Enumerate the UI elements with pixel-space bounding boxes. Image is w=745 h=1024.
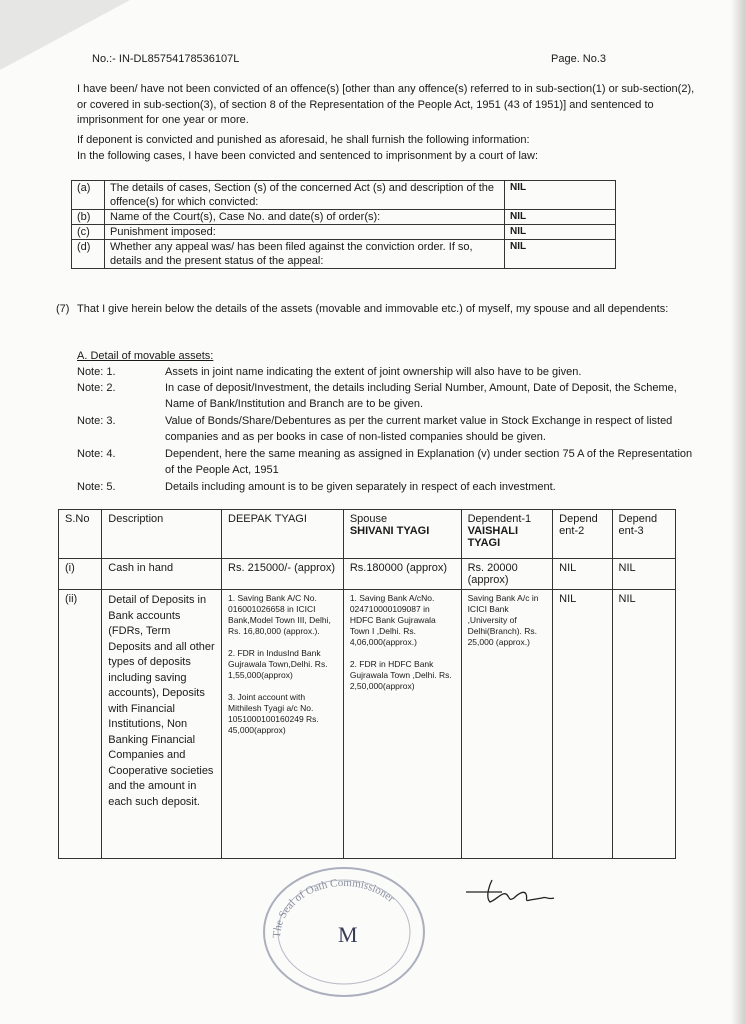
row-value: NIL — [505, 240, 616, 269]
row-text: The details of cases, Section (s) of the concerned Act (s) and description of the offence(s) for which convicted: — [105, 181, 505, 210]
row-text: Name of the Court(s), Case No. and date(s) of order(s): — [105, 210, 505, 225]
dependent-1-cash: Rs. 20000 (approx) — [461, 559, 553, 590]
note-5 — [77, 480, 697, 496]
row-description: Detail of Deposits in Bank accounts (FDRs, Term Deposits and all other types of deposits including saving accounts), Deposits with Financial Institutions, Non Banking Financial Companies and Cooperative societies and the amount in each such deposit. — [102, 590, 222, 859]
spouse-cash: Rs.180000 (approx) — [343, 559, 461, 590]
note-label: Note: 5. — [77, 481, 116, 493]
row-value: NIL — [505, 181, 616, 210]
deposit-entry: 2. FDR in IndusInd Bank Gujrawala Town,Delhi. Rs. 1,55,000(approx) — [228, 648, 328, 680]
table-row — [59, 559, 676, 590]
deposit-entry: 1. Saving Bank A/cNo. 024710000109087 in HDFC Bank Gujrawala Town I ,Delhi. Rs. 4,06,000(approx.) — [349, 593, 436, 647]
col-description: Description — [102, 510, 222, 559]
spouse-label: Spouse — [349, 513, 388, 525]
row-sno: (ii) — [59, 590, 102, 859]
table-row — [59, 590, 676, 859]
col-dependent-3: Depend ent-3 — [612, 510, 675, 559]
col-self: DEEPAK TYAGI — [222, 510, 344, 559]
dependent-1-label: Dependent-1 — [467, 513, 532, 525]
seal-text: The Seal of Oath Commissioner — [270, 876, 397, 939]
dependent-1-name: VAISHALI TYAGI — [467, 525, 519, 549]
table-row — [72, 181, 616, 210]
table-row — [72, 240, 616, 269]
dependent-1-deposits — [461, 590, 553, 859]
row-key: (c) — [72, 225, 105, 240]
note-label: Note: 3. — [77, 415, 116, 427]
note-3 — [77, 414, 697, 445]
note-label: Note: 1. — [77, 366, 116, 378]
note-text: Value of Bonds/Share/Debentures as per the current market value in Stock Exchange in respect of listed companies and as per books in case of non-listed companies should be given. — [165, 415, 673, 443]
dependent-2-cash: NIL — [553, 559, 612, 590]
row-text: Punishment imposed: — [105, 225, 505, 240]
page-number: Page. No.3 — [551, 53, 607, 65]
seal-initial: M — [338, 922, 358, 947]
note-4 — [77, 447, 697, 478]
note-1 — [77, 365, 697, 381]
note-text: In case of deposit/Investment, the details including Serial Number, Amount, Date of Deposit, the Scheme, Name of Bank/Institution and Branch are to be given. — [165, 382, 677, 410]
table-row — [72, 225, 616, 240]
dependent-3-cash: NIL — [612, 559, 675, 590]
table-header-row — [59, 510, 676, 559]
intro-paragraph: I have been/ have not been convicted of an offence(s) [other than any offence(s) referred to in sub-section(1) or sub-section(2), or covered in sub-section(3), of section 8 of the Representation of the People Act, 1951 (43 of 1951)] and sentenced to imprisonment for one year or more. — [77, 83, 695, 126]
row-value: NIL — [505, 225, 616, 240]
note-text: Dependent, here the same meaning as assigned in Explanation (v) under section 75 A of the Representation of the People Act, 1951 — [165, 448, 693, 476]
row-key: (b) — [72, 210, 105, 225]
spouse-deposits — [343, 590, 461, 859]
deposit-entry: 1. Saving Bank A/C No. 016001026658 in ICICI Bank,Model Town III, Delhi, Rs. 16,80,000 (approx.). — [228, 593, 331, 636]
section-number: (7) — [56, 303, 70, 315]
note-2 — [77, 381, 697, 412]
assets-table — [58, 509, 676, 859]
col-sno: S.No — [59, 510, 102, 559]
section-7 — [56, 302, 696, 318]
movable-assets-heading: A. Detail of movable assets: — [77, 350, 214, 362]
spouse-name: SHIVANI TYAGI — [349, 525, 430, 537]
note-text: Assets in joint name indicating the extent of joint ownership will also have to be given. — [165, 366, 582, 378]
deposit-entry: 2. FDR in HDFC Bank Gujrawala Town ,Delhi. Rs. 2,50,000(approx) — [349, 659, 452, 691]
reference-number: No.:- IN-DL85754178536107L — [92, 53, 240, 65]
self-cash: Rs. 215000/- (approx) — [222, 559, 344, 590]
row-sno: (i) — [59, 559, 102, 590]
col-dependent-1 — [461, 510, 553, 559]
oath-commissioner-seal — [258, 860, 430, 1000]
dependent-3-deposits: NIL — [612, 590, 675, 859]
row-key: (d) — [72, 240, 105, 269]
row-key: (a) — [72, 181, 105, 210]
intro-line-2: If deponent is convicted and punished as aforesaid, he shall furnish the following information: — [77, 134, 530, 146]
dependent-2-deposits: NIL — [553, 590, 612, 859]
signature — [462, 872, 572, 912]
row-value: NIL — [505, 210, 616, 225]
col-spouse — [343, 510, 461, 559]
intro-line-3: In the following cases, I have been convicted and sentenced to imprisonment by a court of law: — [77, 150, 539, 162]
table-row — [72, 210, 616, 225]
page-edge-shadow — [731, 0, 745, 1024]
row-text: Whether any appeal was/ has been filed against the conviction order. If so, details and the present status of the appeal: — [105, 240, 505, 269]
note-label: Note: 2. — [77, 382, 116, 394]
col-dependent-2: Depend ent-2 — [553, 510, 612, 559]
note-text: Details including amount is to be given separately in respect of each investment. — [165, 481, 556, 493]
section-text: That I give herein below the details of the assets (movable and immovable etc.) of myself, my spouse and all dependents: — [77, 303, 669, 315]
self-deposits — [222, 590, 344, 859]
note-label: Note: 4. — [77, 448, 116, 460]
deposit-entry: 3. Joint account with Mithilesh Tyagi a/c No. 1051000100160249 Rs. 45,000(approx) — [228, 692, 319, 735]
row-description: Cash in hand — [102, 559, 222, 590]
deposit-entry: Saving Bank A/c in ICICI Bank ,University of Delhi(Branch). Rs. 25,000 (approx.) — [467, 593, 539, 647]
conviction-table — [71, 180, 616, 269]
